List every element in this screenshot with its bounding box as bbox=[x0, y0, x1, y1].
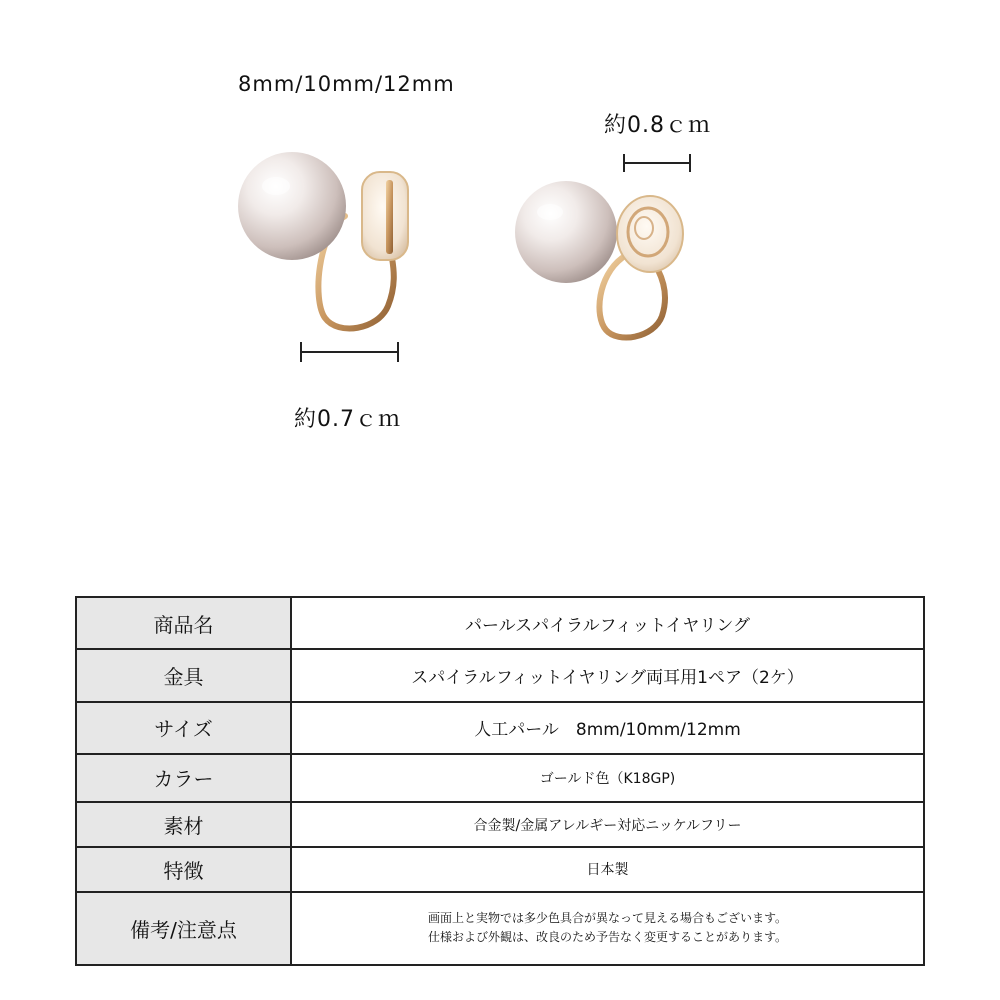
spec-value: 日本製 bbox=[291, 847, 924, 891]
spec-value-notes bbox=[291, 892, 924, 965]
spec-key: 備考/注意点 bbox=[76, 892, 291, 965]
spec-value: パールスパイラルフィットイヤリング bbox=[291, 597, 924, 649]
pearl-sizes-label: 8mm/10mm/12mm bbox=[238, 72, 455, 96]
spec-row-fitting bbox=[76, 649, 924, 701]
note-line: 画面上と実物では多少色具合が異なって見える場合もございます。 bbox=[427, 911, 788, 926]
spec-row-product-name bbox=[76, 597, 924, 649]
spec-value: 合金製/金属アレルギー対応ニッケルフリー bbox=[291, 802, 924, 847]
dimension-line-left bbox=[301, 342, 398, 362]
spec-row-feature bbox=[76, 847, 924, 891]
note-line: 仕様および外観は、改良のため予告なく変更することがあります。 bbox=[427, 930, 788, 945]
dimension-label-left: 約0.7ｃｍ bbox=[294, 407, 401, 432]
earring-side-view bbox=[238, 152, 408, 328]
spec-key: 特徴 bbox=[76, 847, 291, 891]
spec-row-material bbox=[76, 802, 924, 847]
dimension-line-right bbox=[624, 154, 690, 172]
spec-key: 素材 bbox=[76, 802, 291, 847]
spec-key: 金具 bbox=[76, 649, 291, 701]
spec-value: ゴールド色（K18GP) bbox=[291, 754, 924, 802]
spec-row-color bbox=[76, 754, 924, 802]
spec-table bbox=[75, 596, 925, 966]
spec-row-size bbox=[76, 702, 924, 754]
spec-key: カラー bbox=[76, 754, 291, 802]
spec-value: 人工パール 8mm/10mm/12mm bbox=[291, 702, 924, 754]
earring-front-view bbox=[515, 181, 683, 338]
spec-key: サイズ bbox=[76, 702, 291, 754]
spec-row-notes bbox=[76, 892, 924, 965]
dimension-label-right: 約0.8ｃｍ bbox=[604, 113, 711, 138]
spec-value: スパイラルフィットイヤリング両耳用1ペア（2ケ） bbox=[291, 649, 924, 701]
spec-key: 商品名 bbox=[76, 597, 291, 649]
